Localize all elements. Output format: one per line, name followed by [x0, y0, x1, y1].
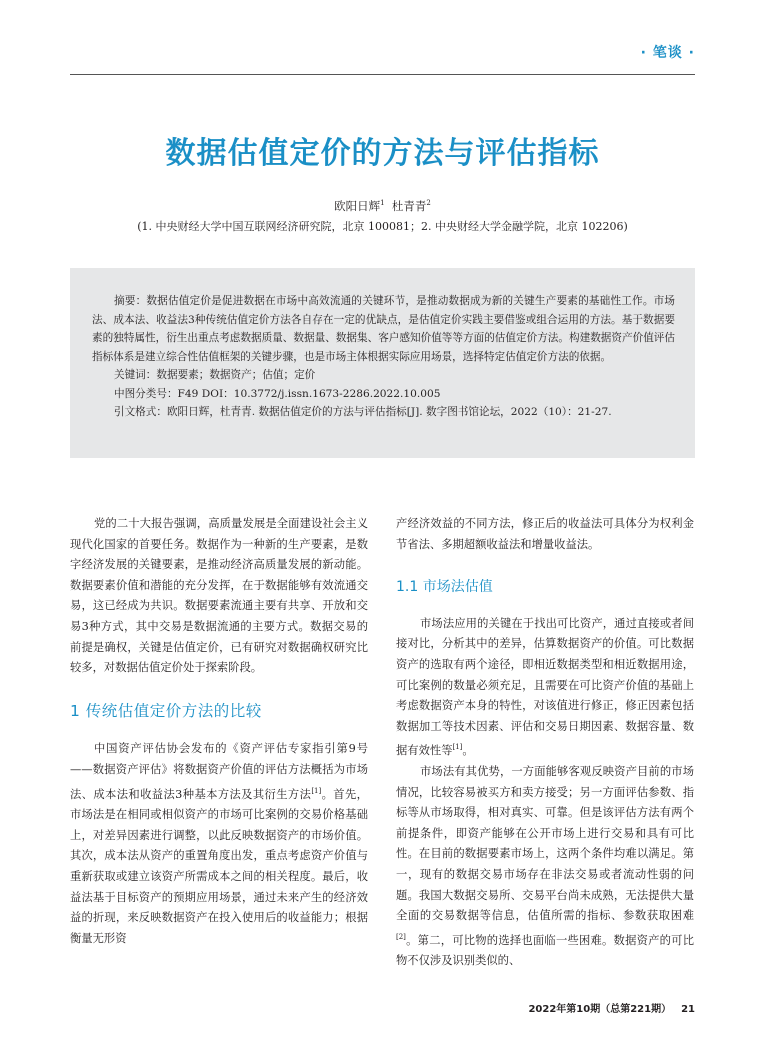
body-paragraph — [396, 762, 694, 972]
paragraph-text: 。 — [462, 744, 474, 758]
page-number: 21 — [681, 1004, 695, 1015]
body-paragraph — [70, 739, 368, 949]
body-paragraph: 产经济效益的不同方法，修正后的收益法可具体分为权利金节省法、多期超额收益法和增量收益法。 — [396, 517, 694, 551]
citation-format: 引文格式：欧阳日辉，杜青青. 数据估值定价的方法与评估指标[J]. 数字图书馆论坛，2022（10）：21-27. — [114, 406, 612, 418]
abstract-text: 摘要：数据估值定价是促进数据在市场中高效流通的关键环节，是推动数据成为新的关键生产要素的基础性工作。市场法、成本法、收益法3种传统估值定价方法各自存在一定的优缺点，是估值定价实践主要借鉴或组合运用的方法。基于数据要素的独特属性，衍生出重点考虑数据质量、数据量、数据集、客户感知价值等等方面的估值定价方法。构建数据资产价值评估指标体系是建立综合性估值框架的关键步骤，也是市场主体根据实际应用场景，选择特定估值定价方法的依据。 — [92, 295, 675, 363]
paragraph-text: 中国资产评估协会发布的《资产评估专家指引第9号——数据资产评估》将数据资产价值的评估方法概括为市场法、成本法和收益法3种基本方法及其衍生方法 — [70, 742, 368, 801]
keywords: 关键词：数据要素；数据资产；估值；定价 — [114, 369, 316, 381]
paragraph-text: 。首先，市场法是在相同或相似资产的市场可比案例的交易价格基础上，对差异因素进行调整，以此反映数据资产的市场价值。其次，成本法从资产的重置角度出发，重点考虑资产价值与重新获取或建立该资产所需成本之间的相关程度。最后，收益法基于目标资产的预期应用场景，通过未来产生的经济效益的折现，来反映数据资产在投入使用后的收益能力；根据衡量无形资 — [70, 787, 368, 945]
issue-info: 2022年第10期（总第221期） — [528, 1004, 672, 1015]
section-tag: · 笔谈 · — [640, 45, 695, 61]
paragraph-text: 市场法有其优势，一方面能够客观反映资产目前的市场情况，比较容易被买方和卖方接受；另一方面评估参数、指标等从市场取得，相对真实、可靠。但是该评估方法有两个前提条件，即资产能够在公开市场上进行交易和具有可比性。在目前的数据要素市场上，这两个条件均难以满足。第一，现有的数据交易市场存在非法交易或者流动性弱的问题。我国大数据交易所、交易平台尚未成熟，无法提供大量全面的交易数据等信息，估值所需的指标、参数获取困难 — [396, 764, 694, 923]
article-title: 数据估值定价的方法与评估指标 — [165, 136, 600, 171]
intro-paragraph: 党的二十大报告强调，高质量发展是全面建设社会主义现代化国家的首要任务。数据作为一种新的生产要素，是数字经济发展的关键要素，是推动经济高质量发展的新动能。数据要素价值和潜能的充分发挥，在于数据能够有效流通交易，这已经成为共识。数据要素流通主要有共享、开放和交易3种方式，其中交易是数据流通的主要方式。数据交易的前提是确权，关键是估值定价，已有研究对数据确权研究比较多，对数据估值定价处于探索阶段。 — [70, 517, 368, 675]
author-name: 欧阳日辉 — [334, 199, 381, 213]
right-column — [396, 514, 694, 972]
author-line — [0, 198, 765, 214]
author-affil-mark: 1 — [380, 199, 385, 207]
citation-ref: [2] — [396, 932, 406, 941]
paragraph-text: 。第二，可比物的选择也面临一些困难。数据资产的可比物不仅涉及识别类似的、 — [396, 933, 694, 968]
affiliation: (1. 中央财经大学中国互联网经济研究院，北京 100081；2. 中央财经大学金融学院，北京 102206) — [137, 220, 628, 233]
citation-ref: [1] — [311, 786, 322, 795]
left-column — [70, 514, 368, 949]
author-name: 杜青青 — [391, 199, 427, 213]
subsection-heading: 1.1 市场法估值 — [396, 579, 493, 596]
classification-doi: 中图分类号：F49 DOI：10.3772/j.issn.1673-2286.2022.10.005 — [114, 387, 441, 400]
section-heading: 1 传统估值定价方法的比较 — [70, 701, 262, 720]
paragraph-text: 市场法应用的关键在于找出可比资产，通过直接或者间接对比，分析其中的差异，估算数据资产的价值。可比数据资产的选取有两个途径，即相近数据类型和相近数据用途，可比案例的数量必须充足，且需要在可比资产价值的基础上考虑数据资产本身的特性，对该值进行修正，修正因素包括数据加工等技术因素、评估和交易日期因素、数据容量、数据有效性等 — [396, 616, 694, 758]
header-rule — [70, 74, 695, 75]
abstract-box — [70, 268, 695, 458]
citation-ref: [1] — [452, 743, 463, 752]
page-footer — [528, 1000, 695, 1015]
author-affil-mark: 2 — [426, 199, 431, 207]
body-paragraph — [396, 614, 694, 762]
